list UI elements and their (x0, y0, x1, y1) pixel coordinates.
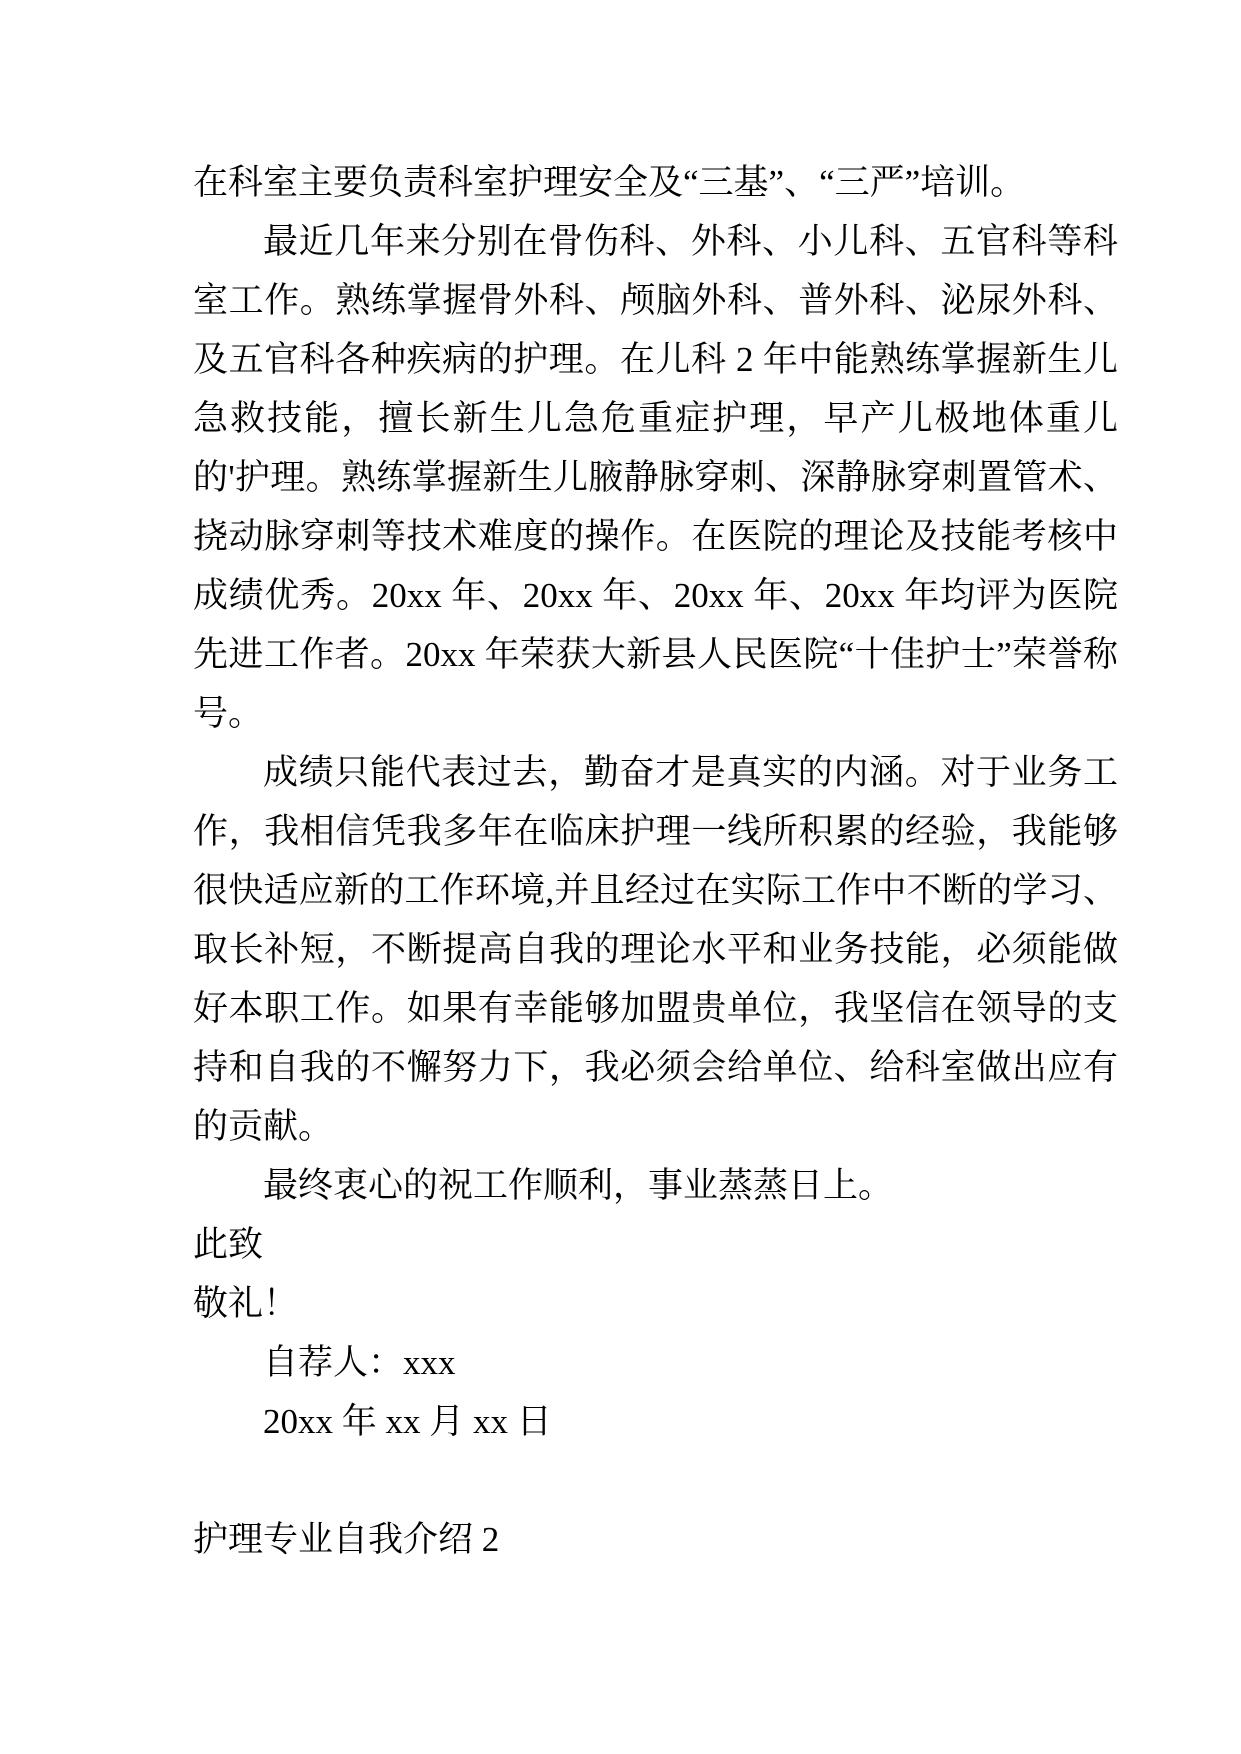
signature-line: 自荐人：xxx (263, 1343, 456, 1382)
document-page (193, 153, 1118, 1569)
experience-paragraph: 最近几年来分别在骨伤科、外科、小儿科、五官科等科室工作。熟练掌握骨外科、颅脑外科、普外科、泌尿外科、及五官科各种疾病的护理。在儿科 2 年中能熟练掌握新生儿急救技能，擅长新生儿急危重症护理，早产儿极地体重儿的'护理。熟练掌握新生儿腋静脉穿刺、深静脉穿刺置管术、挠动脉穿刺等技术难度的操作。在医院的理论及技能考核中成绩优秀。20xx 年、20xx 年、20xx 年、20xx 年均评为医院先进工作者。20xx 年荣获大新县人民医院“十佳护士”荣誉称号。 (193, 222, 1118, 733)
self-evaluation-paragraph: 成绩只能代表过去，勤奋才是真实的内涵。对于业务工作，我相信凭我多年在临床护理一线所积累的经验，我能够很快适应新的工作环境,并且经过在实际工作中不断的学习、取长补短，不断提高自我的理论水平和业务技能，必须能做好本职工作。如果有幸能够加盟贵单位，我坚信在领导的支持和自我的不懈努力下，我必须会给单位、给科室做出应有的贡献。 (193, 753, 1118, 1146)
closing-jingli-line: 敬礼！ (193, 1284, 299, 1323)
continuation-paragraph: 在科室主要负责科室护理安全及“三基”、“三严”培训。 (193, 163, 1026, 202)
closing-cizhi-line: 此致 (193, 1225, 264, 1264)
blessing-paragraph: 最终衷心的祝工作顺利，事业蒸蒸日上。 (263, 1166, 894, 1205)
date-line: 20xx 年 xx 月 xx 日 (263, 1402, 552, 1441)
section-2-heading: 护理专业自我介绍 2 (193, 1520, 500, 1559)
